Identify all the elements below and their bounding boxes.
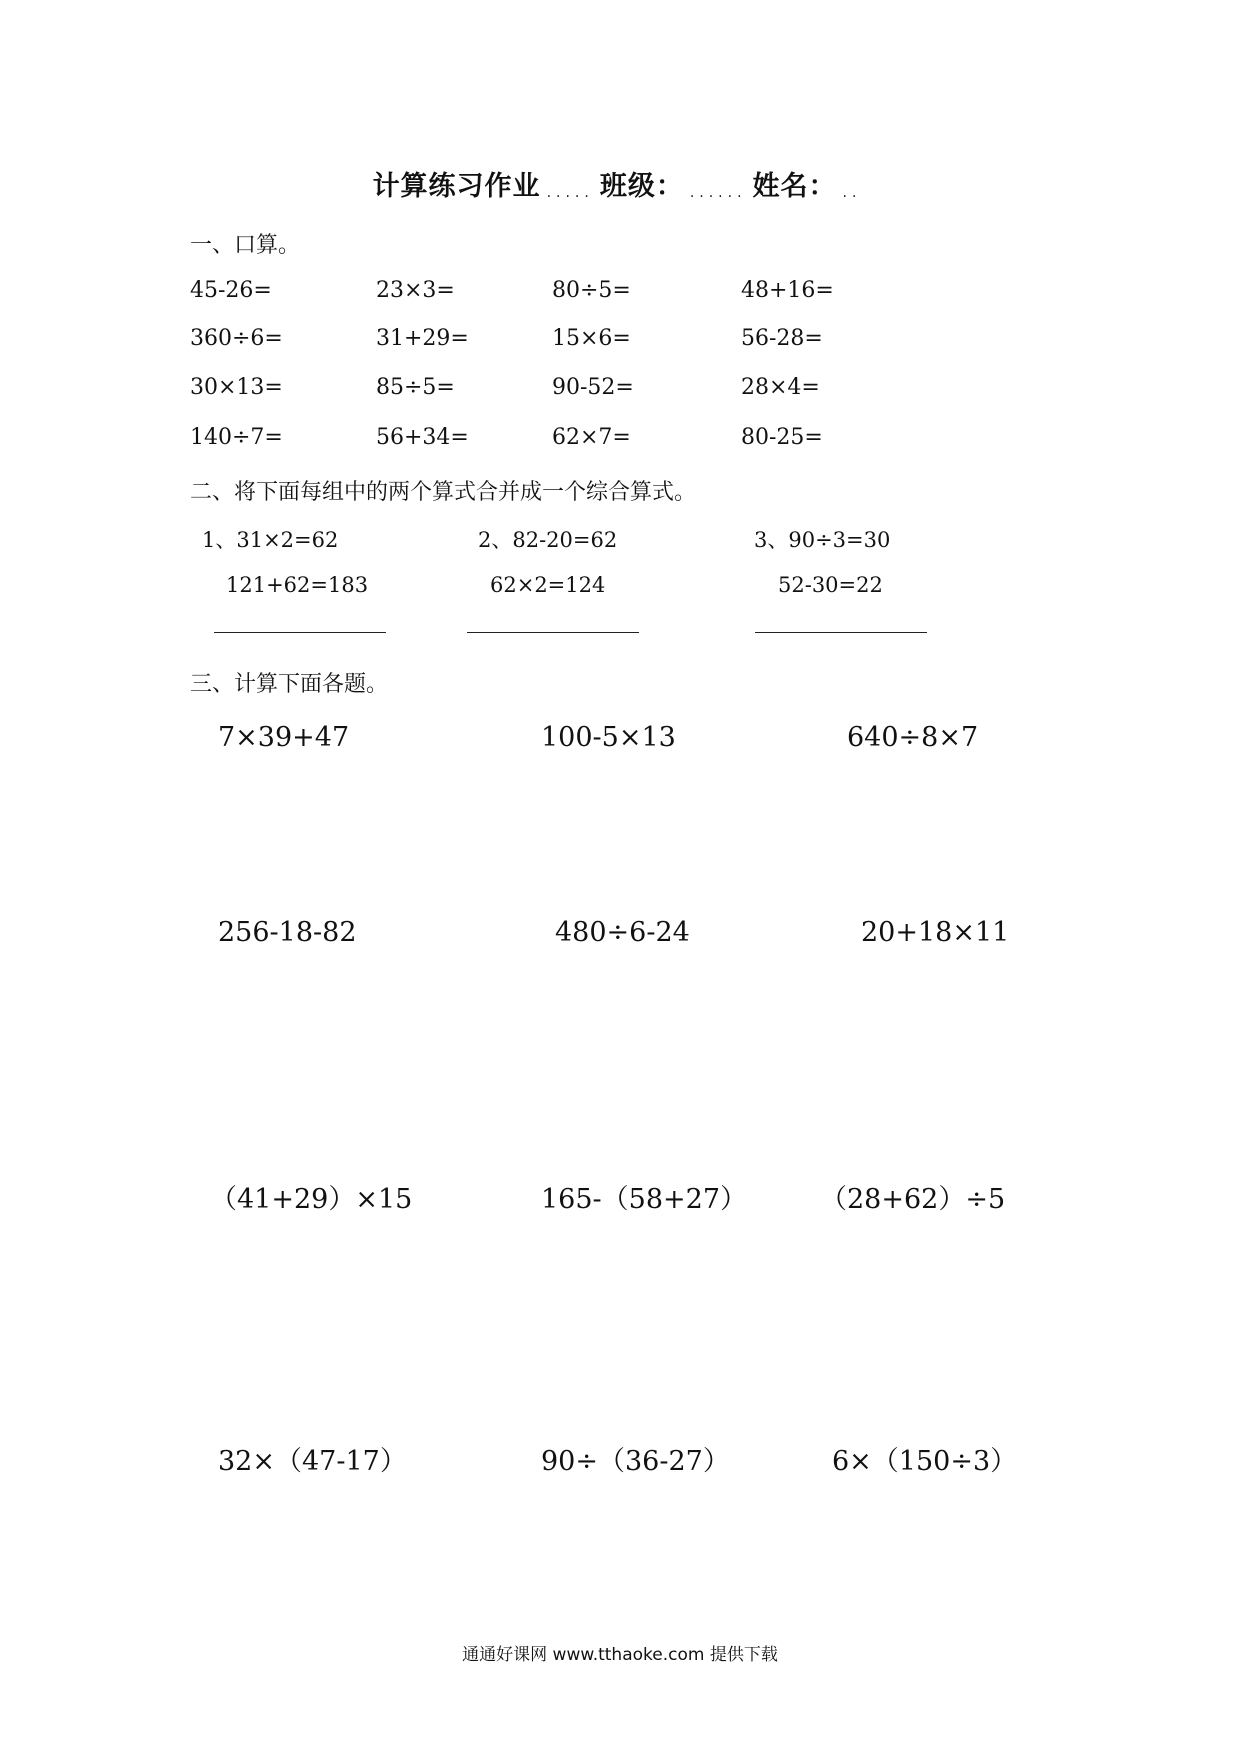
- footer-text: 通通好课网 www.tthaoke.com 提供下载: [462, 1645, 778, 1665]
- calc-problem-r2c1: 256-18-82: [218, 917, 357, 948]
- answer-line-3[interactable]: [755, 632, 927, 633]
- calc-problem-r4c3: 6×（150÷3）: [832, 1446, 1018, 1477]
- oral-problem-r2c1: 360÷6=: [190, 326, 283, 351]
- oral-problem-r2c2: 31+29=: [376, 326, 469, 351]
- section2-heading: 二、将下面每组中的两个算式合并成一个综合算式。: [190, 480, 697, 505]
- oral-problem-r3c4: 28×4=: [741, 375, 820, 400]
- calc-problem-r3c1: （41+29）×15: [210, 1184, 413, 1215]
- calc-problem-r2c3: 20+18×11: [861, 917, 1010, 948]
- calc-problem-r2c2: 480÷6-24: [555, 917, 690, 948]
- oral-problem-r2c4: 56-28=: [741, 326, 823, 351]
- title-dots-2: ......: [689, 185, 747, 201]
- combine-group1-line1: 1、31×2=62: [202, 528, 339, 552]
- oral-problem-r1c4: 48+16=: [741, 278, 834, 303]
- oral-problem-r3c3: 90-52=: [552, 375, 634, 400]
- combine-group2-line2: 62×2=124: [490, 573, 606, 597]
- combine-group1-line2: 121+62=183: [226, 573, 369, 597]
- oral-problem-r2c3: 15×6=: [552, 326, 631, 351]
- class-label: 班级：: [599, 171, 684, 202]
- oral-problem-r1c3: 80÷5=: [552, 278, 631, 303]
- oral-problem-r4c2: 56+34=: [376, 425, 469, 450]
- name-label: 姓名：: [752, 171, 837, 202]
- worksheet-title: 计算练习作业: [372, 171, 541, 202]
- combine-group2-line1: 2、82-20=62: [478, 528, 618, 552]
- calc-problem-r4c2: 90÷（36-27）: [541, 1446, 730, 1477]
- oral-problem-r3c1: 30×13=: [190, 375, 283, 400]
- calc-problem-r3c2: 165-（58+27）: [541, 1184, 747, 1215]
- answer-line-2[interactable]: [467, 632, 639, 633]
- combine-group3-line1: 3、90÷3=30: [754, 528, 891, 552]
- title-dots-3: ..: [842, 185, 862, 201]
- page-title: [0, 164, 1240, 203]
- oral-problem-r1c2: 23×3=: [376, 278, 455, 303]
- calc-problem-r1c3: 640÷8×7: [847, 722, 979, 753]
- answer-line-1[interactable]: [214, 632, 386, 633]
- calc-problem-r4c1: 32×（47-17）: [218, 1446, 407, 1477]
- oral-problem-r1c1: 45-26=: [190, 278, 272, 303]
- calc-problem-r1c2: 100-5×13: [541, 722, 676, 753]
- oral-problem-r4c4: 80-25=: [741, 425, 823, 450]
- oral-problem-r4c1: 140÷7=: [190, 425, 283, 450]
- section1-heading: 一、口算。: [190, 233, 301, 258]
- section3-heading: 三、计算下面各题。: [190, 672, 389, 697]
- calc-problem-r1c1: 7×39+47: [218, 722, 350, 753]
- calc-problem-r3c3: （28+62）÷5: [820, 1184, 1006, 1215]
- title-dots-1: .....: [546, 185, 594, 201]
- oral-problem-r4c3: 62×7=: [552, 425, 631, 450]
- combine-group3-line2: 52-30=22: [778, 573, 883, 597]
- oral-problem-r3c2: 85÷5=: [376, 375, 455, 400]
